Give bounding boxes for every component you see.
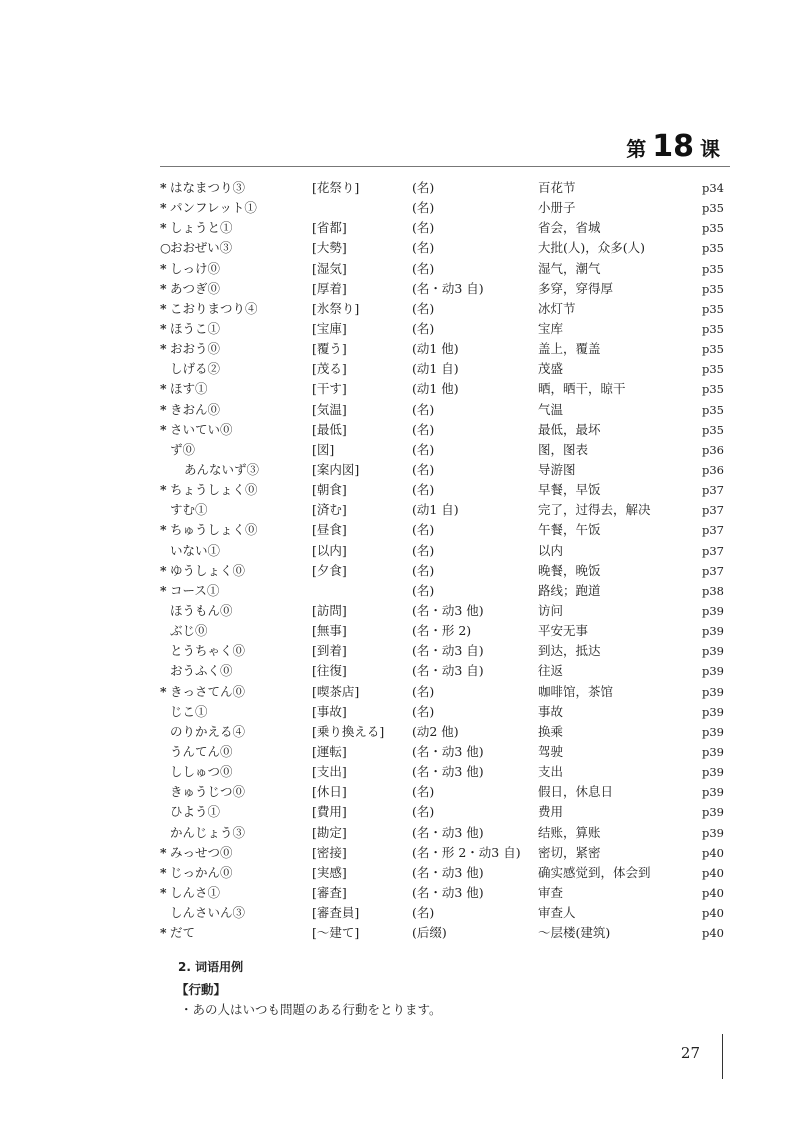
vocab-row: [160, 460, 724, 480]
vocab-word: [160, 520, 312, 540]
vocab-word: [160, 198, 312, 218]
vocab-meaning: 冰灯节: [538, 300, 576, 316]
vocab-kanji: [審査員]: [312, 905, 360, 921]
vocab-meaning: 盖上，覆盖: [538, 341, 601, 357]
vocab-mark: *: [160, 482, 167, 498]
vocab-meaning: 路线；跑道: [538, 582, 601, 598]
vocab-mark: *: [160, 180, 167, 195]
vocab-meaning: 气温: [538, 401, 564, 417]
vocab-page: p36: [702, 462, 724, 477]
vocab-mark: *: [160, 884, 167, 900]
vocab-reading: ず⓪: [170, 441, 196, 457]
vocab-pos: (名): [412, 683, 435, 699]
vocab-row: [160, 742, 724, 762]
vocab-word: [160, 319, 312, 339]
vocab-pos: (名): [412, 582, 435, 598]
vocab-reading: きおん⓪: [170, 401, 221, 417]
vocab-reading: ちゅうしょく⓪: [170, 522, 258, 538]
vocab-mark: *: [160, 925, 167, 941]
vocab-page: p35: [702, 321, 724, 336]
vocab-pos: (名・动3 他): [412, 824, 484, 840]
vocab-meaning: 到达，抵达: [538, 643, 601, 659]
vocab-row: [160, 601, 724, 621]
vocab-pos: (名): [412, 320, 435, 336]
vocab-pos: (名): [412, 804, 435, 820]
vocab-row: [160, 238, 724, 258]
vocab-meaning: 湿气，潮气: [538, 260, 601, 276]
vocab-reading: ゆうしょく⓪: [170, 562, 246, 578]
vocab-word: [160, 259, 312, 279]
vocab-page: p36: [702, 442, 724, 457]
vocab-pos: (名): [412, 220, 435, 236]
vocab-pos: (名): [412, 401, 435, 417]
vocab-page: p37: [702, 543, 724, 558]
lesson-prefix: 第: [626, 137, 647, 161]
vocab-row: [160, 722, 724, 742]
vocab-pos: (名): [412, 260, 435, 276]
vocab-kanji: [無事]: [312, 623, 347, 639]
vocab-mark: *: [160, 844, 167, 860]
vocab-reading: さいてい⓪: [170, 421, 233, 437]
vocab-word: [160, 460, 312, 480]
vocab-reading: ほうもん⓪: [170, 602, 233, 618]
vocab-meaning: 驾驶: [538, 743, 564, 759]
vocab-row: [160, 480, 724, 500]
vocab-word: [160, 823, 312, 843]
vocab-page: p34: [702, 181, 724, 195]
vocab-kanji: [省都]: [312, 220, 347, 236]
page-number: 27: [680, 1044, 700, 1062]
vocab-pos: (后缀): [412, 925, 447, 941]
vocab-pos: (动2 他): [412, 723, 459, 739]
vocab-mark: *: [160, 522, 167, 538]
vocab-meaning: 百花节: [538, 180, 576, 195]
vocab-word: [160, 722, 312, 742]
vocab-kanji: [312, 581, 412, 601]
vocab-pos: (名): [412, 482, 435, 498]
vocab-pos: (名): [412, 300, 435, 316]
vocab-kanji: [審査]: [312, 884, 347, 900]
vocab-row: [160, 520, 724, 540]
vocab-page: p39: [702, 664, 724, 679]
vocab-kanji: [案内図]: [312, 461, 360, 477]
vocab-pos: (名): [412, 562, 435, 578]
vocab-row: [160, 661, 724, 681]
vocab-reading: かんじょう③: [170, 824, 246, 840]
vocab-row: [160, 561, 724, 581]
vocab-kanji: [干す]: [312, 381, 347, 397]
vocab-mark: *: [160, 300, 167, 316]
vocab-pos: (名・动3 他): [412, 884, 484, 900]
vocab-row: [160, 178, 724, 198]
vocab-mark: *: [160, 582, 167, 598]
vocab-row: [160, 420, 724, 440]
vocab-page: p35: [702, 221, 724, 236]
vocab-kanji: [湿気]: [312, 260, 347, 276]
vocab-meaning: 平安无事: [538, 623, 589, 639]
vocab-reading: ししゅつ⓪: [170, 764, 233, 780]
vocab-kanji: [密接]: [312, 844, 347, 860]
vocab-page: p37: [702, 483, 724, 498]
lesson-number: 18: [652, 129, 694, 164]
vocab-meaning: 换乘: [538, 723, 564, 739]
vocab-word: [160, 480, 312, 500]
vocab-page: p40: [702, 865, 724, 880]
vocab-word: [160, 843, 312, 863]
vocab-kanji: [訪問]: [312, 602, 347, 618]
vocab-row: [160, 440, 724, 460]
vocab-meaning: 图，图表: [538, 441, 589, 457]
vocab-row: [160, 621, 724, 641]
vocab-reading: あつぎ⓪: [170, 280, 221, 296]
vocab-kanji: [312, 198, 412, 218]
vocab-meaning: 审查人: [538, 905, 576, 921]
example-keyword: 【行動】: [176, 982, 227, 997]
vocab-row: [160, 198, 724, 218]
vocab-meaning: 审查: [538, 884, 564, 900]
lesson-header: [626, 129, 720, 164]
vocab-row: [160, 339, 724, 359]
vocab-word: [160, 400, 312, 420]
header-rule: [160, 166, 730, 167]
vocab-row: [160, 702, 724, 722]
vocab-meaning: 午餐，午饭: [538, 522, 601, 538]
vocab-word: [160, 420, 312, 440]
vocab-kanji: [覆う]: [312, 341, 347, 357]
vocab-row: [160, 218, 724, 238]
lesson-suffix: 课: [700, 137, 720, 161]
vocab-reading: きゅうじつ⓪: [170, 784, 246, 800]
vocab-reading: しんさ①: [170, 884, 221, 900]
vocab-reading: しっけ⓪: [170, 260, 221, 276]
vocab-reading: しげる②: [170, 361, 221, 377]
vocab-word: [160, 299, 312, 319]
vocab-page: p39: [702, 624, 724, 639]
vocab-reading: おうふく⓪: [170, 663, 233, 679]
vocab-word: [160, 923, 312, 943]
vocab-row: [160, 359, 724, 379]
vocab-row: [160, 802, 724, 822]
vocab-mark: *: [160, 683, 167, 699]
vocab-word: [160, 440, 312, 460]
vocab-meaning: 完了，过得去，解决: [538, 502, 651, 518]
vocab-page: p35: [702, 382, 724, 397]
vocab-word: [160, 541, 312, 561]
vocab-mark: *: [160, 200, 167, 216]
vocab-pos: (名): [412, 441, 435, 457]
vocab-row: [160, 883, 724, 903]
vocab-row: [160, 299, 724, 319]
vocab-page: p39: [702, 744, 724, 759]
vocab-meaning: 确实感觉到，体会到: [538, 864, 651, 880]
vocab-word: [160, 863, 312, 883]
vocab-row: [160, 823, 724, 843]
vocab-word: [160, 802, 312, 822]
vocab-kanji: [花祭り]: [312, 180, 360, 195]
example-sentence: ・あの人はいつも問題のある行動をとります。: [180, 1002, 442, 1017]
vocab-meaning: 晒，晒干，晾干: [538, 381, 626, 397]
vocab-page: p40: [702, 926, 724, 941]
vocab-kanji: [最低]: [312, 421, 347, 437]
vocab-kanji: [大勢]: [312, 240, 347, 256]
vocab-kanji: [昼食]: [312, 522, 347, 538]
vocab-meaning: ～层楼(建筑): [538, 925, 611, 941]
vocab-page: p35: [702, 281, 724, 296]
vocabulary-list: [160, 178, 724, 943]
vocab-word: [160, 379, 312, 399]
vocab-kanji: [往復]: [312, 663, 347, 679]
vocab-kanji: [宝庫]: [312, 320, 347, 336]
vocab-pos: (名・形 2): [412, 623, 472, 639]
vocab-pos: (名・动3 自): [412, 643, 484, 659]
vocab-page: p39: [702, 765, 724, 780]
vocab-meaning: 密切，紧密: [538, 844, 601, 860]
vocab-meaning: 早餐，早饭: [538, 482, 601, 498]
section-title: 2. 词语用例: [178, 960, 244, 974]
vocab-page: p40: [702, 906, 724, 921]
vocab-word: [160, 279, 312, 299]
vocab-meaning: 晚餐，晚饭: [538, 562, 601, 578]
vocab-pos: (名): [412, 200, 435, 216]
vocab-page: p35: [702, 362, 724, 377]
vocab-page: p35: [702, 402, 724, 417]
vocab-word: [160, 883, 312, 903]
vocab-word: [160, 581, 312, 601]
vocab-reading: ぶじ⓪: [170, 623, 208, 639]
vocab-kanji: [休日]: [312, 784, 347, 800]
vocab-kanji: [到着]: [312, 643, 347, 659]
vocab-kanji: [支出]: [312, 764, 347, 780]
vocab-kanji: [氷祭り]: [312, 300, 360, 316]
vocab-word: [160, 903, 312, 923]
vocab-reading: しょうと①: [170, 220, 233, 236]
vocab-word: [160, 742, 312, 762]
vocab-reading: ほうこ①: [170, 320, 221, 336]
vocab-word: [160, 561, 312, 581]
vocab-row: [160, 319, 724, 339]
vocab-row: [160, 641, 724, 661]
vocab-meaning: 省会，省城: [538, 220, 601, 236]
vocab-reading: あんないず③: [184, 461, 260, 477]
vocab-page: p39: [702, 825, 724, 840]
vocab-kanji: [図]: [312, 441, 335, 457]
vocab-pos: (动1 他): [412, 341, 459, 357]
vocab-meaning: 结账，算账: [538, 824, 601, 840]
vocab-meaning: 最低，最坏: [538, 421, 601, 437]
vocab-mark: *: [160, 260, 167, 276]
vocab-word: [160, 339, 312, 359]
vocab-reading: のりかえる④: [170, 723, 246, 739]
vocab-page: p39: [702, 724, 724, 739]
vocab-row: [160, 379, 724, 399]
vocab-row: [160, 843, 724, 863]
vocab-word: [160, 238, 312, 258]
vocab-word: [160, 500, 312, 520]
vocab-page: p37: [702, 523, 724, 538]
vocab-row: [160, 682, 724, 702]
vocab-kanji: [以内]: [312, 542, 347, 558]
vocab-page: p39: [702, 704, 724, 719]
vocab-reading: すむ①: [170, 502, 208, 518]
vocab-meaning: 事故: [538, 703, 564, 719]
vocab-reading: ちょうしょく⓪: [170, 482, 258, 498]
vocab-kanji: [夕食]: [312, 562, 347, 578]
vocab-word: [160, 178, 312, 198]
vocab-reading: こおりまつり④: [170, 300, 258, 316]
vocab-page: p35: [702, 241, 724, 256]
vocab-pos: (动1 自): [412, 502, 459, 518]
vocab-pos: (名・动3 他): [412, 602, 484, 618]
vocab-meaning: 费用: [538, 804, 564, 820]
vocab-pos: (名): [412, 522, 435, 538]
vocab-page: p37: [702, 503, 724, 518]
vocab-pos: (名・动3 他): [412, 743, 484, 759]
vocab-mark: *: [160, 421, 167, 437]
vocab-page: p39: [702, 805, 724, 820]
vocab-page: p40: [702, 845, 724, 860]
vocab-pos: (名・动3 自): [412, 663, 484, 679]
vocab-meaning: 访问: [538, 602, 564, 618]
vocab-kanji: [済む]: [312, 502, 347, 518]
vocab-word: [160, 702, 312, 722]
vocab-kanji: [茂る]: [312, 361, 347, 377]
vocab-meaning: 往返: [538, 663, 564, 679]
vocab-pos: (名): [412, 542, 435, 558]
vocab-pos: (名): [412, 703, 435, 719]
vocab-pos: (名・动3 他): [412, 864, 484, 880]
vocab-kanji: [朝食]: [312, 482, 347, 498]
vocab-word: [160, 661, 312, 681]
vocab-kanji: [運転]: [312, 743, 347, 759]
vocab-word: [160, 359, 312, 379]
vocab-row: [160, 541, 724, 561]
vocab-kanji: [費用]: [312, 804, 347, 820]
vocab-meaning: 宝库: [538, 320, 564, 336]
vocab-pos: (动1 自): [412, 361, 459, 377]
vocab-meaning: 以内: [538, 542, 564, 558]
vocab-word: [160, 782, 312, 802]
vocab-kanji: [気温]: [312, 401, 347, 417]
vocab-page: p39: [702, 644, 724, 659]
vocab-pos: (名): [412, 180, 435, 195]
vocab-reading: パンフレット①: [170, 200, 257, 216]
vocab-kanji: [勘定]: [312, 824, 347, 840]
vocab-pos: (动1 他): [412, 381, 459, 397]
vocab-row: [160, 863, 724, 883]
vocab-meaning: 小册子: [538, 200, 576, 216]
vocab-reading: じっかん⓪: [170, 864, 233, 880]
vocab-pos: (名・动3 他): [412, 764, 484, 780]
vocab-row: [160, 903, 724, 923]
vocab-page: p38: [702, 583, 724, 598]
vocab-word: [160, 621, 312, 641]
vocab-row: [160, 279, 724, 299]
vocab-reading: いない①: [170, 542, 221, 558]
vocab-mark: *: [160, 341, 167, 357]
vocab-meaning: 大批(人)，众多(人): [538, 240, 646, 256]
vocab-row: [160, 923, 724, 943]
vocab-kanji: [～建て]: [312, 925, 360, 941]
vocab-reading: だて: [170, 925, 196, 941]
vocab-reading: おおぜい③: [170, 240, 233, 256]
vocab-mark: *: [160, 864, 167, 880]
vocab-reading: ほす①: [170, 381, 208, 397]
vocab-page: p35: [702, 261, 724, 276]
vocab-mark: *: [160, 401, 167, 417]
vocab-reading: きっさてん⓪: [170, 683, 246, 699]
vocab-reading: コース①: [170, 582, 220, 598]
vocab-reading: とうちゃく⓪: [170, 643, 246, 659]
vocab-page: p35: [702, 301, 724, 316]
vocab-reading: じこ①: [170, 703, 208, 719]
vocab-reading: はなまつり③: [170, 180, 246, 195]
vocab-kanji: [喫茶店]: [312, 683, 360, 699]
vocab-meaning: 茂盛: [538, 361, 564, 377]
vocab-page: p40: [702, 885, 724, 900]
page-number-rule: [722, 1034, 723, 1079]
vocab-reading: ひよう①: [170, 804, 221, 820]
vocab-pos: (名・形 2・动3 自): [412, 844, 521, 860]
vocab-kanji: [実感]: [312, 864, 347, 880]
vocab-kanji: [乗り換える]: [312, 723, 385, 739]
vocab-row: [160, 762, 724, 782]
vocab-reading: うんてん⓪: [170, 743, 233, 759]
vocab-mark: *: [160, 562, 167, 578]
vocab-pos: (名・动3 自): [412, 280, 484, 296]
vocab-word: [160, 762, 312, 782]
vocab-page: p39: [702, 684, 724, 699]
vocab-mark: *: [160, 280, 167, 296]
vocab-meaning: 多穿，穿得厚: [538, 280, 614, 296]
vocab-page: p37: [702, 563, 724, 578]
vocab-word: [160, 641, 312, 661]
vocab-mark: *: [160, 381, 167, 397]
vocab-mark: *: [160, 320, 167, 336]
vocab-row: [160, 259, 724, 279]
vocab-kanji: [厚着]: [312, 280, 347, 296]
vocab-pos: (名): [412, 461, 435, 477]
vocab-mark: *: [160, 220, 167, 236]
vocab-word: [160, 682, 312, 702]
vocab-pos: (名): [412, 421, 435, 437]
vocab-mark: ○: [160, 240, 171, 256]
vocab-reading: おおう⓪: [170, 341, 221, 357]
vocab-pos: (名): [412, 905, 435, 921]
vocab-row: [160, 782, 724, 802]
vocab-page: p35: [702, 201, 724, 216]
vocab-meaning: 咖啡馆，茶馆: [538, 683, 614, 699]
vocab-page: p35: [702, 342, 724, 357]
vocab-meaning: 假日，休息日: [538, 784, 614, 800]
vocab-pos: (名): [412, 240, 435, 256]
vocab-meaning: 导游图: [538, 461, 576, 477]
vocab-page: p35: [702, 422, 724, 437]
vocab-row: [160, 581, 724, 601]
vocab-reading: しんさいん③: [170, 905, 246, 921]
vocab-row: [160, 500, 724, 520]
vocab-meaning: 支出: [538, 764, 564, 780]
vocab-row: [160, 400, 724, 420]
vocab-word: [160, 601, 312, 621]
vocab-page: p39: [702, 785, 724, 800]
vocab-kanji: [事故]: [312, 703, 347, 719]
vocab-reading: みっせつ⓪: [170, 844, 233, 860]
vocab-word: [160, 218, 312, 238]
vocab-page: p39: [702, 603, 724, 618]
vocab-pos: (名): [412, 784, 435, 800]
